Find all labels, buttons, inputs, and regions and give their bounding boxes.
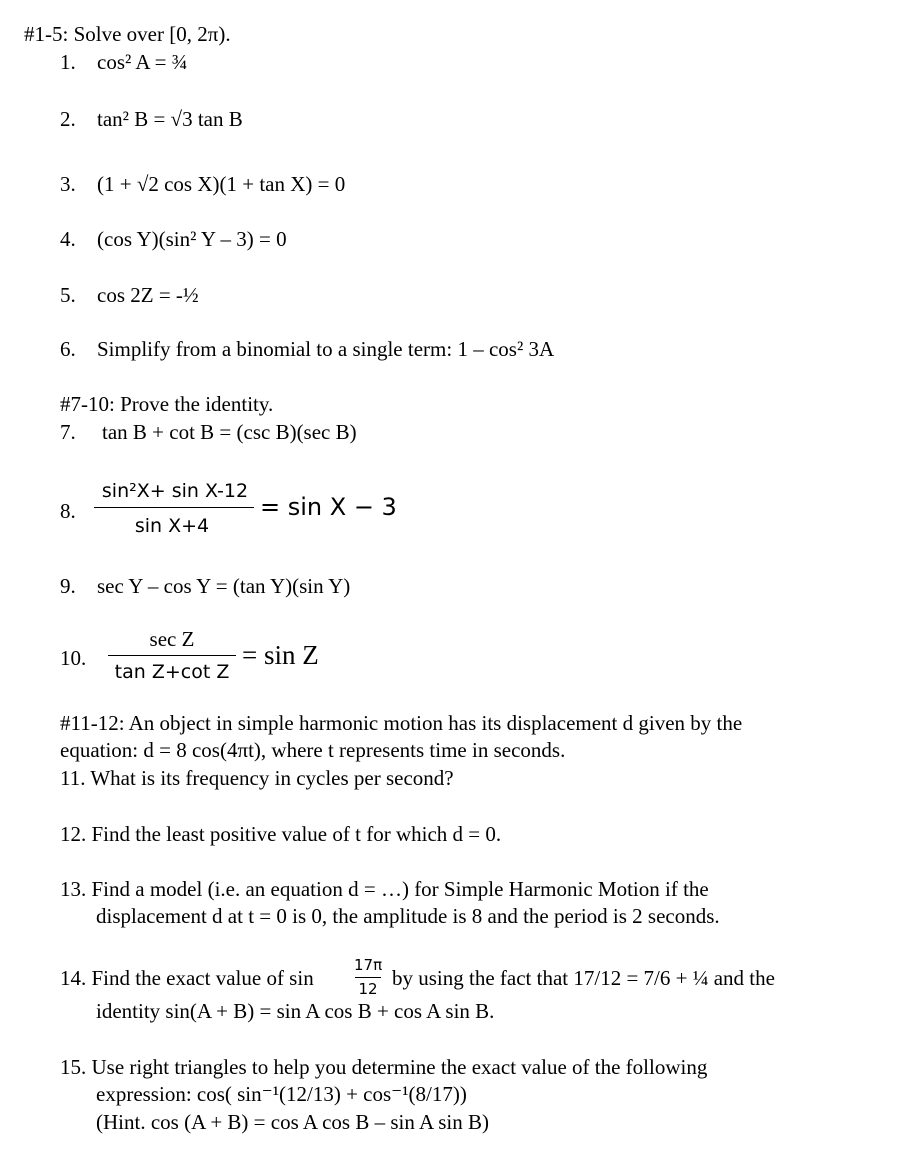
problem-15-line-1: 15. Use right triangles to help you determine the exact value of the following (60, 1055, 708, 1079)
problem-10-denominator: tan Z+cot Z (114, 661, 230, 683)
problem-15-line-2: expression: cos( sin⁻¹(12/13) + cos⁻¹(8/17)) (96, 1082, 467, 1106)
problem-8-rhs: = sin X − 3 (260, 493, 397, 521)
problem-2-number: 2. (60, 107, 76, 131)
problem-10-numerator: sec Z (149, 627, 195, 651)
problem-1-number: 1. (60, 50, 76, 74)
problem-10-fraction-bar (108, 655, 236, 656)
problem-15-line-3: (Hint. cos (A + B) = cos A cos B – sin A sin B) (96, 1110, 489, 1134)
problem-4-text: (cos Y)(sin² Y – 3) = 0 (97, 227, 287, 251)
problem-4-number: 4. (60, 227, 76, 251)
problem-5-number: 5. (60, 283, 76, 307)
problem-14-fraction-bar (355, 977, 381, 978)
problem-13-line-1: 13. Find a model (i.e. an equation d = …) for Simple Harmonic Motion if the (60, 877, 709, 901)
problem-8-numerator: sin²X+ sin X-12 (101, 480, 249, 502)
problem-5-text: cos 2Z = -½ (97, 283, 199, 307)
problem-8-number: 8. (60, 499, 76, 523)
section-header-1-5: #1-5: Solve over [0, 2π). (24, 22, 231, 46)
problem-14-line-1-before: 14. Find the exact value of sin (60, 966, 314, 990)
section-header-7-10: #7-10: Prove the identity. (60, 392, 274, 416)
problem-14-line-2: identity sin(A + B) = sin A cos B + cos A sin B. (96, 999, 495, 1023)
problem-7-number: 7. (60, 420, 76, 444)
shm-intro-line-1: #11-12: An object in simple harmonic motion has its displacement d given by the (60, 711, 743, 735)
problem-11-text: 11. What is its frequency in cycles per second? (60, 766, 454, 790)
problem-6-text: Simplify from a binomial to a single term: 1 – cos² 3A (97, 337, 555, 361)
problem-6-number: 6. (60, 337, 76, 361)
problem-8-denominator: sin X+4 (134, 515, 210, 537)
problem-13-line-2: displacement d at t = 0 is 0, the amplitude is 8 and the period is 2 seconds. (96, 904, 720, 928)
shm-intro-line-2: equation: d = 8 cos(4πt), where t represents time in seconds. (60, 738, 566, 762)
problem-9-number: 9. (60, 574, 76, 598)
problem-14-fraction-numerator: 17π (354, 956, 383, 974)
problem-14-fraction-denominator: 12 (358, 980, 378, 998)
problem-12-text: 12. Find the least positive value of t for which d = 0. (60, 822, 502, 846)
problem-2-text: tan² B = √3 tan B (97, 107, 243, 131)
problem-7-text: tan B + cot B = (csc B)(sec B) (102, 420, 357, 444)
problem-3-number: 3. (60, 172, 76, 196)
problem-9-text: sec Y – cos Y = (tan Y)(sin Y) (97, 574, 351, 598)
problem-10-rhs: = sin Z (242, 640, 319, 670)
problem-3-text: (1 + √2 cos X)(1 + tan X) = 0 (97, 172, 346, 196)
problem-8-fraction-bar (94, 507, 254, 508)
problem-14-line-1-after: by using the fact that 17/12 = 7/6 + ¼ and the (392, 966, 775, 990)
problem-1-text: cos² A = ¾ (97, 50, 188, 74)
problem-10-number: 10. (60, 646, 87, 670)
